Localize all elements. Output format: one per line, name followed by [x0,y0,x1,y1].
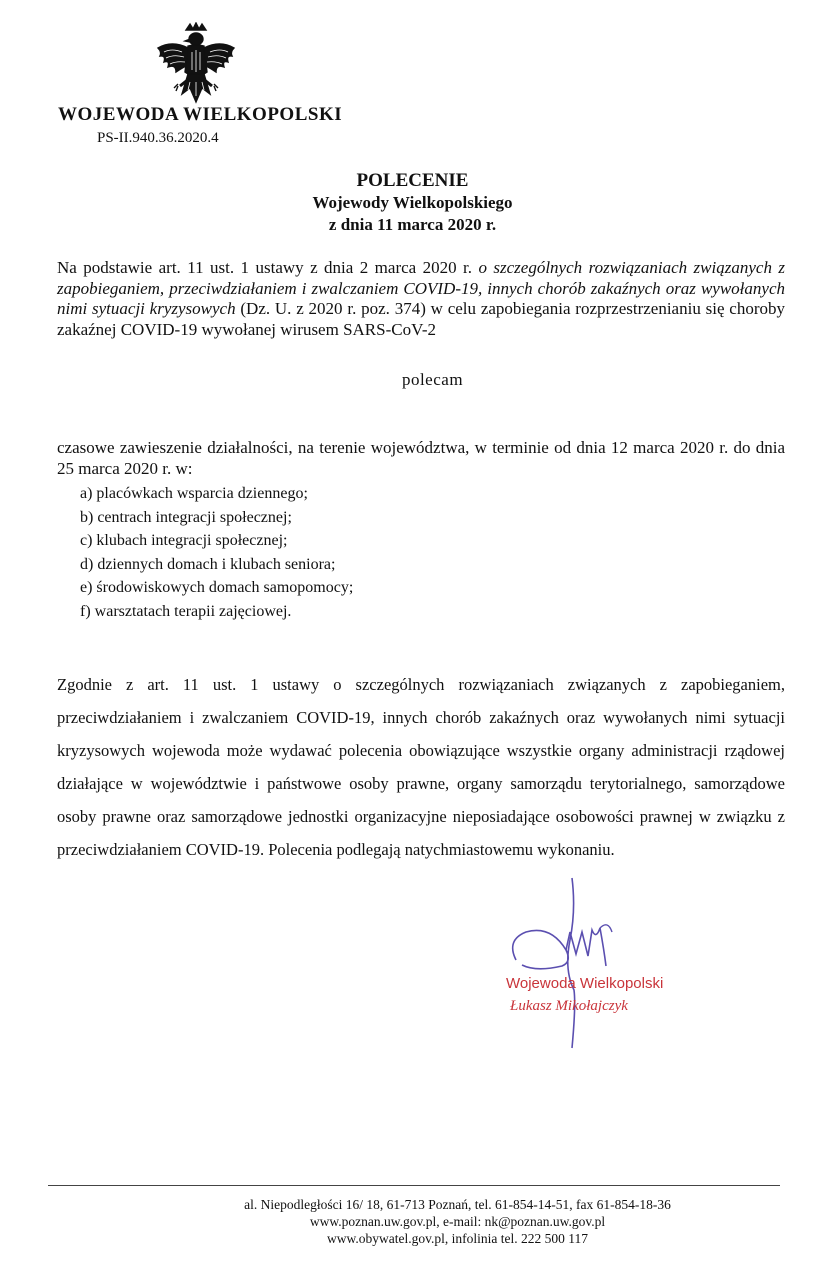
footer-web-email: www.poznan.uw.gov.pl, e-mail: nk@poznan.uw.gov.pl [309,1214,606,1229]
act-title: o szczególnych rozwiązaniach związanych z zapobieganiem, przeciwdziałaniem i zwalczaniem COVID-19, innych chorób zakaźnych oraz wywołanych nimi sytuacji kryzysowych [57,258,785,318]
list-item: b) centrach integracji społecznej; [80,508,292,526]
facility-list [80,482,353,623]
eagle-emblem-icon [152,22,240,114]
intro-lead: Na podstawie art. 11 ust. 1 ustawy z dnia 2 marca 2020 r. [57,258,479,277]
footer-divider [48,1185,780,1186]
footer-hotline: www.obywatel.gov.pl, infolinia tel. 222 500 117 [327,1231,588,1246]
footer-address: al. Niepodległości 16/ 18, 61-713 Poznań, tel. 61-854-14-51, fax 61-854-18-36 [244,1197,671,1212]
intro-paragraph [57,258,785,340]
list-item: f) warsztatach terapii zajęciowej. [80,602,292,620]
signature-stamp-title: Wojewoda Wielkopolski [506,975,664,992]
reference-number: PS-II.940.36.2020.4 [97,130,219,146]
issuing-authority: WOJEWODA WIELKOPOLSKI [58,104,343,125]
intro-tail: (Dz. U. z 2020 r. poz. 374) w celu zapobiegania rozprzestrzenianiu się choroby zakaźnej COVID-19 wywołanej wirusem SARS-CoV-2 [57,299,785,339]
handwritten-signature [496,870,646,1050]
signature-stamp-name: Łukasz Mikołajczyk [510,998,628,1014]
document-title: POLECENIE [356,170,469,191]
command-word: polecam [401,370,464,389]
list-item: c) klubach integracji społecznej; [80,532,288,549]
list-item: a) placówkach wsparcia dziennego; [80,485,308,502]
legal-basis-paragraph: Zgodnie z art. 11 ust. 1 ustawy o szczególnych rozwiązaniach związanych z zapobieganiem, przeciwdziałaniem i zwalczaniem COVID-19, innych chorób zakaźnych oraz wywołanych nimi sytuacji kryzysowych wojewoda może wydawać polecenia obowiązujące wszystkie organy administracji rządowej działające w województwie i państwowe osoby prawne, organy samorządu terytorialnego, samorządowe osoby prawne oraz samorządowe jednostki organizacyjne nieposiadające osobowości prawnej w związku z przeciwdziałaniem COVID-19. Polecenia podlegają natychmiastowemu wykonaniu. [57,675,785,859]
document-subtitle: Wojewody Wielkopolskiego [312,193,513,212]
document-date: z dnia 11 marca 2020 r. [328,215,497,234]
list-item: d) dziennych domach i klubach seniora; [80,555,336,573]
list-item: e) środowiskowych domach samopomocy; [80,579,354,596]
order-paragraph: czasowe zawieszenie działalności, na terenie województwa, w terminie od dnia 12 marca 2020 r. do dnia 25 marca 2020 r. w: [57,438,785,478]
